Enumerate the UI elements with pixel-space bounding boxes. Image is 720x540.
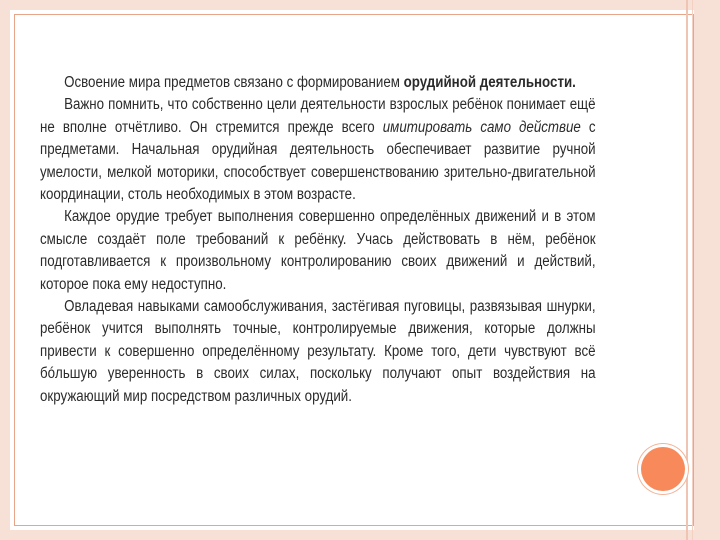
paragraph-1-text: Освоение мира предметов связано с формированием bbox=[64, 74, 404, 91]
decorative-side-line-thin bbox=[692, 0, 693, 540]
paragraph-2 bbox=[40, 94, 596, 206]
paragraph-2-text-b: с предметами. Начальная орудийная деятельность обеспечивает развитие ручной умелости, мелкой моторики, способствует совершенствованию зрительно-двигательной координации, столь необходимых в этом возрасте. bbox=[40, 118, 596, 204]
scanned-text-block bbox=[40, 72, 596, 408]
paragraph-2-text-a: Важно помнить, что собственно цели деятельности взрослых ребёнок понимает ещё не вполне отчётливо. Он стремится прежде всего bbox=[40, 96, 596, 136]
decorative-side-line bbox=[686, 0, 688, 540]
paragraph-1-bold-term: орудийной деятельности. bbox=[403, 74, 576, 91]
decorative-orange-circle bbox=[641, 447, 685, 491]
paragraph-2-italic-term: имитировать само действие bbox=[382, 118, 581, 136]
paragraph-1 bbox=[40, 72, 596, 94]
paragraph-4: Овладевая навыками самообслуживания, застёгивая пуговицы, развязывая шнурки, ребёнок учится выполнять точные, контролируемые движения, которые должны привести к совершенно определённому результату. Кроме того, дети чувствуют всё бóльшую уверенность в своих силах, поскольку получают опыт воздействия на окружающий мир посредством различных орудий. bbox=[40, 298, 596, 405]
paragraph-3: Каждое орудие требует выполнения совершенно определённых движений и в этом смысле создаёт поле требований к ребёнку. Учась действовать в нём, ребёнок подготавливается к произвольному контролированию своих движений и действий, которое пока ему недоступно. bbox=[40, 208, 596, 293]
